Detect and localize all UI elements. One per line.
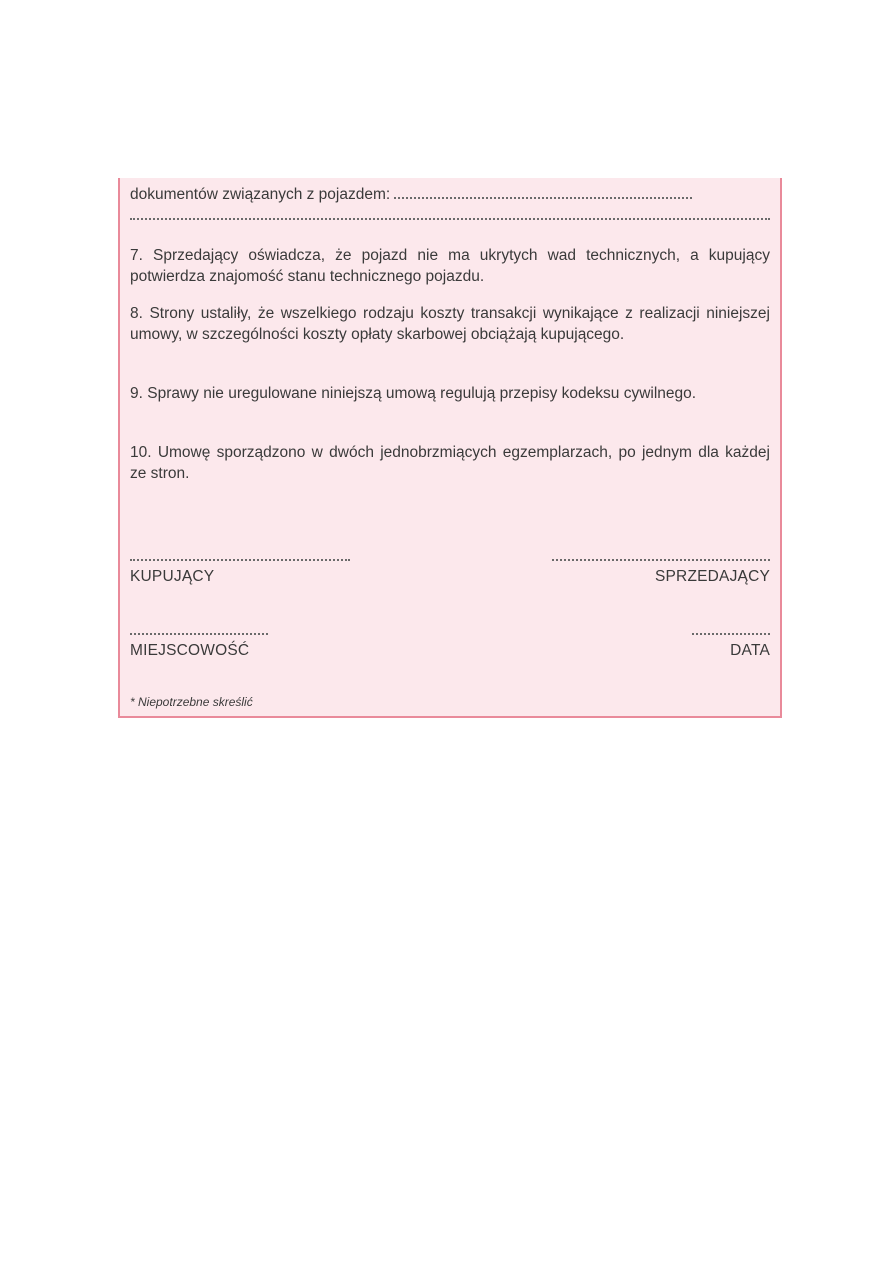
place-label: MIEJSCOWOŚĆ [130, 642, 250, 659]
clause-8: 8. Strony ustaliły, że wszelkiego rodzaju koszty transakcji wynikające z realizacji niniejszej umowy, w szczególności koszty opłaty skarbowej obciążają kupującego. [130, 305, 770, 343]
clause-7: 7. Sprzedający oświadcza, że pojazd nie ma ukrytych wad technicznych, a kupujący potwierdza znajomość stanu technicznego pojazdu. [130, 247, 770, 285]
documents-label: dokumentów związanych z pojazdem: [130, 186, 391, 203]
place-field[interactable] [130, 633, 268, 635]
date-field[interactable] [692, 633, 770, 635]
documents-fill-field-2[interactable] [130, 218, 770, 220]
clause-10: 10. Umowę sporządzono w dwóch jednobrzmiących egzemplarzach, po jednym dla każdej ze stron. [130, 444, 770, 482]
contract-form-box [118, 178, 782, 718]
documents-line [130, 184, 770, 205]
seller-label: SPRZEDAJĄCY [654, 568, 770, 585]
footnote: * Niepotrzebne skreślić [130, 695, 253, 709]
seller-signature-field[interactable] [552, 559, 770, 561]
date-label: DATA [730, 642, 770, 659]
buyer-label: KUPUJĄCY [130, 568, 215, 585]
clause-9: 9. Sprawy nie uregulowane niniejszą umową regulują przepisy kodeksu cywilnego. [130, 385, 697, 402]
buyer-signature-field[interactable] [130, 559, 350, 561]
documents-fill-field[interactable] [394, 197, 692, 199]
